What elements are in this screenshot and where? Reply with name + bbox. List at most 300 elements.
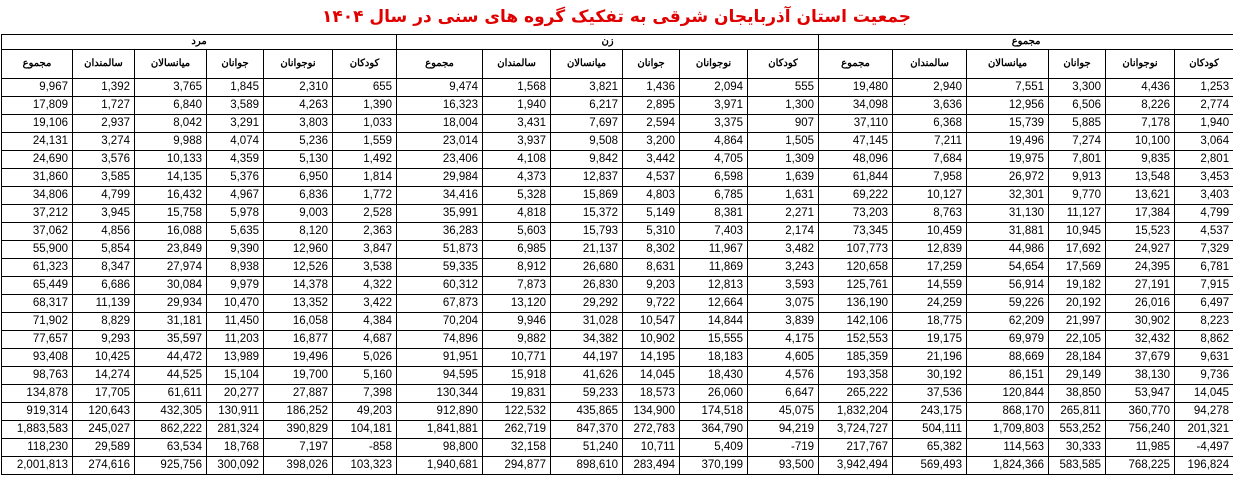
table-cell: 31,881: [967, 223, 1049, 241]
table-cell: 18,430: [680, 367, 748, 385]
table-cell: 10,945: [1049, 223, 1106, 241]
column-header: میانسالان: [135, 50, 207, 79]
table-cell: 5,328: [483, 187, 551, 205]
table-cell: 38,850: [1049, 385, 1106, 403]
table-cell: 569,493: [893, 457, 967, 475]
table-cell: 847,370: [551, 421, 623, 439]
table-cell: 9,390: [207, 241, 264, 259]
table-cell: 1,772: [333, 187, 397, 205]
table-cell: 12,960: [264, 241, 333, 259]
table-cell: 4,967: [207, 187, 264, 205]
table-cell: 17,809: [2, 97, 73, 115]
table-cell: 3,422: [333, 295, 397, 313]
table-cell: 174,518: [680, 403, 748, 421]
table-cell: 11,203: [207, 331, 264, 349]
table-cell: 2,940: [893, 79, 967, 97]
table-cell: 8,042: [135, 115, 207, 133]
table-cell: 9,203: [623, 277, 680, 295]
group-header-women: زن: [397, 35, 819, 50]
table-cell: 103,323: [333, 457, 397, 475]
table-cell: 2,094: [680, 79, 748, 97]
table-cell: 94,219: [748, 421, 819, 439]
column-header: کودکان: [333, 50, 397, 79]
table-cell: 69,222: [819, 187, 893, 205]
table-cell: 10,133: [135, 151, 207, 169]
table-cell: 56,914: [967, 277, 1049, 295]
table-cell: 3,576: [73, 151, 135, 169]
sheet-title: جمعیت استان آذربایجان شرقی به تفکیک گروه های سنی در سال ۱۴۰۴: [321, 7, 911, 27]
table-cell: 61,323: [2, 259, 73, 277]
table-cell: 19,975: [967, 151, 1049, 169]
table-cell: 3,064: [1175, 133, 1233, 151]
table-cell: 14,135: [135, 169, 207, 187]
table-cell: 1,814: [333, 169, 397, 187]
table-cell: 4,864: [680, 133, 748, 151]
table-cell: 12,839: [893, 241, 967, 259]
table-cell: 37,062: [2, 223, 73, 241]
table-cell: 2,271: [748, 205, 819, 223]
table-cell: 868,170: [967, 403, 1049, 421]
table-row: [2, 457, 1233, 475]
table-cell: 30,333: [1049, 439, 1106, 457]
table-cell: 91,951: [397, 349, 483, 367]
table-cell: 8,223: [1175, 313, 1233, 331]
column-header: نوجوانان: [264, 50, 333, 79]
table-cell: 28,184: [1049, 349, 1106, 367]
table-cell: 3,937: [483, 133, 551, 151]
table-cell: 1,841,881: [397, 421, 483, 439]
table-cell: 4,576: [748, 367, 819, 385]
table-cell: 1,883,583: [2, 421, 73, 439]
table-cell: 37,110: [819, 115, 893, 133]
table-cell: 23,849: [135, 241, 207, 259]
table-cell: 925,756: [135, 457, 207, 475]
table-cell: 6,217: [551, 97, 623, 115]
table-cell: 283,494: [623, 457, 680, 475]
table-cell: -858: [333, 439, 397, 457]
table-cell: 30,192: [893, 367, 967, 385]
table-cell: 18,768: [207, 439, 264, 457]
table-cell: 17,384: [1106, 205, 1175, 223]
column-header: کودکان: [1175, 50, 1233, 79]
table-cell: 862,222: [135, 421, 207, 439]
table-cell: 4,175: [748, 331, 819, 349]
table-cell: 114,563: [967, 439, 1049, 457]
table-cell: 19,496: [264, 349, 333, 367]
table-cell: 30,084: [135, 277, 207, 295]
table-cell: 7,178: [1106, 115, 1175, 133]
table-cell: 125,761: [819, 277, 893, 295]
column-header: مجموع: [2, 50, 73, 79]
table-cell: 26,972: [967, 169, 1049, 187]
table-cell: 19,700: [264, 367, 333, 385]
table-row: [2, 385, 1233, 403]
table-cell: 3,765: [135, 79, 207, 97]
table-cell: 7,551: [967, 79, 1049, 97]
table-cell: 274,616: [73, 457, 135, 475]
table-cell: 5,160: [333, 367, 397, 385]
table-cell: 8,631: [623, 259, 680, 277]
table-cell: 432,305: [135, 403, 207, 421]
table-cell: 4,074: [207, 133, 264, 151]
table-cell: 136,190: [819, 295, 893, 313]
table-cell: 11,985: [1106, 439, 1175, 457]
table-cell: 6,785: [680, 187, 748, 205]
table-cell: 9,474: [397, 79, 483, 97]
table-cell: 1,568: [483, 79, 551, 97]
table-cell: 3,585: [73, 169, 135, 187]
table-cell: 245,027: [73, 421, 135, 439]
table-cell: 9,882: [483, 331, 551, 349]
table-cell: 3,839: [748, 313, 819, 331]
table-cell: 16,432: [135, 187, 207, 205]
table-cell: 107,773: [819, 241, 893, 259]
table-cell: 1,309: [748, 151, 819, 169]
table-cell: 1,845: [207, 79, 264, 97]
table-cell: 13,120: [483, 295, 551, 313]
table-cell: 6,836: [264, 187, 333, 205]
table-cell: 18,775: [893, 313, 967, 331]
table-cell: 3,431: [483, 115, 551, 133]
column-header: مجموع: [397, 50, 483, 79]
table-cell: 6,985: [483, 241, 551, 259]
table-cell: 7,329: [1175, 241, 1233, 259]
table-row: [2, 205, 1233, 223]
table-cell: 59,226: [967, 295, 1049, 313]
table-cell: 12,526: [264, 259, 333, 277]
table-row: [2, 367, 1233, 385]
table-cell: 12,956: [967, 97, 1049, 115]
table-cell: 4,799: [1175, 205, 1233, 223]
table-cell: 21,196: [893, 349, 967, 367]
table-cell: 19,831: [483, 385, 551, 403]
table-cell: 74,896: [397, 331, 483, 349]
table-cell: 9,770: [1049, 187, 1106, 205]
table-cell: 265,811: [1049, 403, 1106, 421]
table-cell: 86,151: [967, 367, 1049, 385]
table-cell: 4,359: [207, 151, 264, 169]
table-cell: 8,912: [483, 259, 551, 277]
table-cell: -719: [748, 439, 819, 457]
column-header: نوجوانان: [680, 50, 748, 79]
table-cell: 94,595: [397, 367, 483, 385]
table-cell: 18,573: [623, 385, 680, 403]
table-cell: 1,727: [73, 97, 135, 115]
table-cell: 6,781: [1175, 259, 1233, 277]
table-cell: 8,763: [893, 205, 967, 223]
table-cell: 1,639: [748, 169, 819, 187]
table-cell: 15,104: [207, 367, 264, 385]
table-cell: 196,824: [1175, 457, 1233, 475]
table-cell: 13,548: [1106, 169, 1175, 187]
table-cell: 20,277: [207, 385, 264, 403]
table-cell: 9,835: [1106, 151, 1175, 169]
table-cell: 1,940: [483, 97, 551, 115]
table-cell: 48,096: [819, 151, 893, 169]
table-cell: 10,547: [623, 313, 680, 331]
column-header: سالمندان: [483, 50, 551, 79]
table-cell: 16,088: [135, 223, 207, 241]
table-cell: 34,382: [551, 331, 623, 349]
table-cell: 24,259: [893, 295, 967, 313]
table-cell: 2,174: [748, 223, 819, 241]
table-cell: 8,347: [73, 259, 135, 277]
table-cell: 12,837: [551, 169, 623, 187]
table-cell: 31,130: [967, 205, 1049, 223]
table-cell: 41,626: [551, 367, 623, 385]
table-cell: 7,873: [483, 277, 551, 295]
table-cell: 35,991: [397, 205, 483, 223]
table-cell: 2,801: [1175, 151, 1233, 169]
table-cell: 9,988: [135, 133, 207, 151]
table-cell: 4,263: [264, 97, 333, 115]
table-cell: 5,409: [680, 439, 748, 457]
table-cell: 18,004: [397, 115, 483, 133]
table-cell: 3,442: [623, 151, 680, 169]
table-cell: 9,293: [73, 331, 135, 349]
table-cell: 2,001,813: [2, 457, 73, 475]
table-cell: 907: [748, 115, 819, 133]
table-cell: 24,395: [1106, 259, 1175, 277]
table-cell: 36,283: [397, 223, 483, 241]
table-cell: 142,106: [819, 313, 893, 331]
table-row: [2, 313, 1233, 331]
table-cell: 1,253: [1175, 79, 1233, 97]
table-cell: 27,974: [135, 259, 207, 277]
table-cell: 217,767: [819, 439, 893, 457]
table-cell: 360,770: [1106, 403, 1175, 421]
table-row: [2, 403, 1233, 421]
table-cell: 9,967: [2, 79, 73, 97]
table-cell: 5,854: [73, 241, 135, 259]
table-cell: 61,611: [135, 385, 207, 403]
table-cell: 17,569: [1049, 259, 1106, 277]
table-cell: 2,774: [1175, 97, 1233, 115]
table-cell: 3,403: [1175, 187, 1233, 205]
table-cell: 4,436: [1106, 79, 1175, 97]
table-cell: 9,736: [1175, 367, 1233, 385]
table-cell: 243,175: [893, 403, 967, 421]
table-cell: 14,559: [893, 277, 967, 295]
table-cell: 555: [748, 79, 819, 97]
table-cell: 47,145: [819, 133, 893, 151]
table-cell: 3,636: [893, 97, 967, 115]
table-cell: 70,204: [397, 313, 483, 331]
table-row: [2, 259, 1233, 277]
table-cell: 3,538: [333, 259, 397, 277]
table-cell: 1,832,204: [819, 403, 893, 421]
column-header: جوانان: [623, 50, 680, 79]
table-row: [2, 331, 1233, 349]
table-cell: 9,722: [623, 295, 680, 313]
table-cell: 1,300: [748, 97, 819, 115]
table-cell: 14,045: [623, 367, 680, 385]
column-header: میانسالان: [551, 50, 623, 79]
table-cell: 73,203: [819, 205, 893, 223]
table-cell: 8,226: [1106, 97, 1175, 115]
table-cell: 5,376: [207, 169, 264, 187]
table-cell: 3,821: [551, 79, 623, 97]
table-cell: 390,829: [264, 421, 333, 439]
table-cell: 130,911: [207, 403, 264, 421]
table-cell: 32,301: [967, 187, 1049, 205]
table-cell: 152,553: [819, 331, 893, 349]
table-cell: 1,709,803: [967, 421, 1049, 439]
table-cell: 77,657: [2, 331, 73, 349]
table-cell: 12,813: [680, 277, 748, 295]
table-cell: 398,026: [264, 457, 333, 475]
table-cell: 3,945: [73, 205, 135, 223]
table-cell: 8,829: [73, 313, 135, 331]
table-cell: 6,647: [748, 385, 819, 403]
column-header: نوجوانان: [1106, 50, 1175, 79]
table-cell: 912,890: [397, 403, 483, 421]
table-cell: 15,523: [1106, 223, 1175, 241]
table-cell: 26,016: [1106, 295, 1175, 313]
table-cell: 20,192: [1049, 295, 1106, 313]
table-cell: 134,878: [2, 385, 73, 403]
table-cell: 9,913: [1049, 169, 1106, 187]
table-cell: 51,240: [551, 439, 623, 457]
table-cell: 14,045: [1175, 385, 1233, 403]
table-cell: 60,312: [397, 277, 483, 295]
table-cell: 370,199: [680, 457, 748, 475]
table-cell: 11,869: [680, 259, 748, 277]
table-cell: 5,130: [264, 151, 333, 169]
table-cell: 31,181: [135, 313, 207, 331]
table-row: [2, 295, 1233, 313]
table-cell: 756,240: [1106, 421, 1175, 439]
table-cell: 17,705: [73, 385, 135, 403]
table-cell: 37,212: [2, 205, 73, 223]
table-cell: 26,830: [551, 277, 623, 295]
table-cell: 2,528: [333, 205, 397, 223]
table-row: [2, 97, 1233, 115]
table-row: [2, 349, 1233, 367]
table-cell: 11,127: [1049, 205, 1106, 223]
table-cell: 73,345: [819, 223, 893, 241]
table-cell: 5,149: [623, 205, 680, 223]
table-cell: 9,003: [264, 205, 333, 223]
table-cell: 13,621: [1106, 187, 1175, 205]
table-cell: 10,470: [207, 295, 264, 313]
table-cell: 3,847: [333, 241, 397, 259]
table-cell: 16,323: [397, 97, 483, 115]
table-cell: 1,824,366: [967, 457, 1049, 475]
table-cell: 7,697: [551, 115, 623, 133]
table-cell: 5,978: [207, 205, 264, 223]
table-cell: 3,724,727: [819, 421, 893, 439]
table-row: [2, 187, 1233, 205]
table-cell: 122,532: [483, 403, 551, 421]
table-cell: 23,406: [397, 151, 483, 169]
table-cell: 59,233: [551, 385, 623, 403]
table-cell: 300,092: [207, 457, 264, 475]
table-cell: 4,537: [623, 169, 680, 187]
table-cell: 14,274: [73, 367, 135, 385]
table-cell: 8,381: [680, 205, 748, 223]
table-cell: 2,310: [264, 79, 333, 97]
table-cell: 29,934: [135, 295, 207, 313]
table-cell: 4,322: [333, 277, 397, 295]
table-cell: 59,335: [397, 259, 483, 277]
table-cell: 3,243: [748, 259, 819, 277]
table-cell: 193,358: [819, 367, 893, 385]
table-cell: 62,209: [967, 313, 1049, 331]
table-cell: 364,790: [680, 421, 748, 439]
table-cell: 16,058: [264, 313, 333, 331]
table-row: [2, 151, 1233, 169]
table-cell: 49,203: [333, 403, 397, 421]
table-cell: 1,392: [73, 79, 135, 97]
table-cell: 15,793: [551, 223, 623, 241]
table-cell: 4,818: [483, 205, 551, 223]
table-cell: 1,390: [333, 97, 397, 115]
table-cell: 3,375: [680, 115, 748, 133]
table-cell: 30,902: [1106, 313, 1175, 331]
table-cell: 29,292: [551, 295, 623, 313]
table-cell: 15,555: [680, 331, 748, 349]
table-row: [2, 115, 1233, 133]
table-cell: 7,958: [893, 169, 967, 187]
population-table: [1, 34, 1233, 475]
table-cell: 3,291: [207, 115, 264, 133]
table-row: [2, 439, 1233, 457]
table-cell: 9,946: [483, 313, 551, 331]
table-cell: 34,416: [397, 187, 483, 205]
table-cell: 504,111: [893, 421, 967, 439]
table-cell: 5,885: [1049, 115, 1106, 133]
table-cell: 14,195: [623, 349, 680, 367]
table-cell: 15,758: [135, 205, 207, 223]
table-cell: 186,252: [264, 403, 333, 421]
table-cell: 53,947: [1106, 385, 1175, 403]
column-header-row: [2, 50, 1233, 79]
table-cell: 12,664: [680, 295, 748, 313]
table-cell: 120,643: [73, 403, 135, 421]
table-cell: 14,378: [264, 277, 333, 295]
table-cell: 9,508: [551, 133, 623, 151]
table-cell: 1,631: [748, 187, 819, 205]
table-cell: 24,690: [2, 151, 73, 169]
table-cell: 9,979: [207, 277, 264, 295]
table-cell: 118,230: [2, 439, 73, 457]
table-cell: 37,679: [1106, 349, 1175, 367]
table-cell: 2,594: [623, 115, 680, 133]
table-cell: 15,869: [551, 187, 623, 205]
table-cell: 67,873: [397, 295, 483, 313]
table-cell: 44,197: [551, 349, 623, 367]
table-cell: 898,610: [551, 457, 623, 475]
table-cell: 10,100: [1106, 133, 1175, 151]
table-cell: 185,359: [819, 349, 893, 367]
table-cell: 1,940,681: [397, 457, 483, 475]
column-header: سالمندان: [893, 50, 967, 79]
table-cell: 120,844: [967, 385, 1049, 403]
table-cell: 45,075: [748, 403, 819, 421]
column-header: جوانان: [207, 50, 264, 79]
table-cell: 134,900: [623, 403, 680, 421]
table-cell: 21,137: [551, 241, 623, 259]
table-cell: 294,877: [483, 457, 551, 475]
table-cell: 7,801: [1049, 151, 1106, 169]
column-header: میانسالان: [967, 50, 1049, 79]
table-cell: 4,799: [73, 187, 135, 205]
table-cell: 31,028: [551, 313, 623, 331]
table-cell: 553,252: [1049, 421, 1106, 439]
table-cell: 5,026: [333, 349, 397, 367]
table-cell: 1,436: [623, 79, 680, 97]
